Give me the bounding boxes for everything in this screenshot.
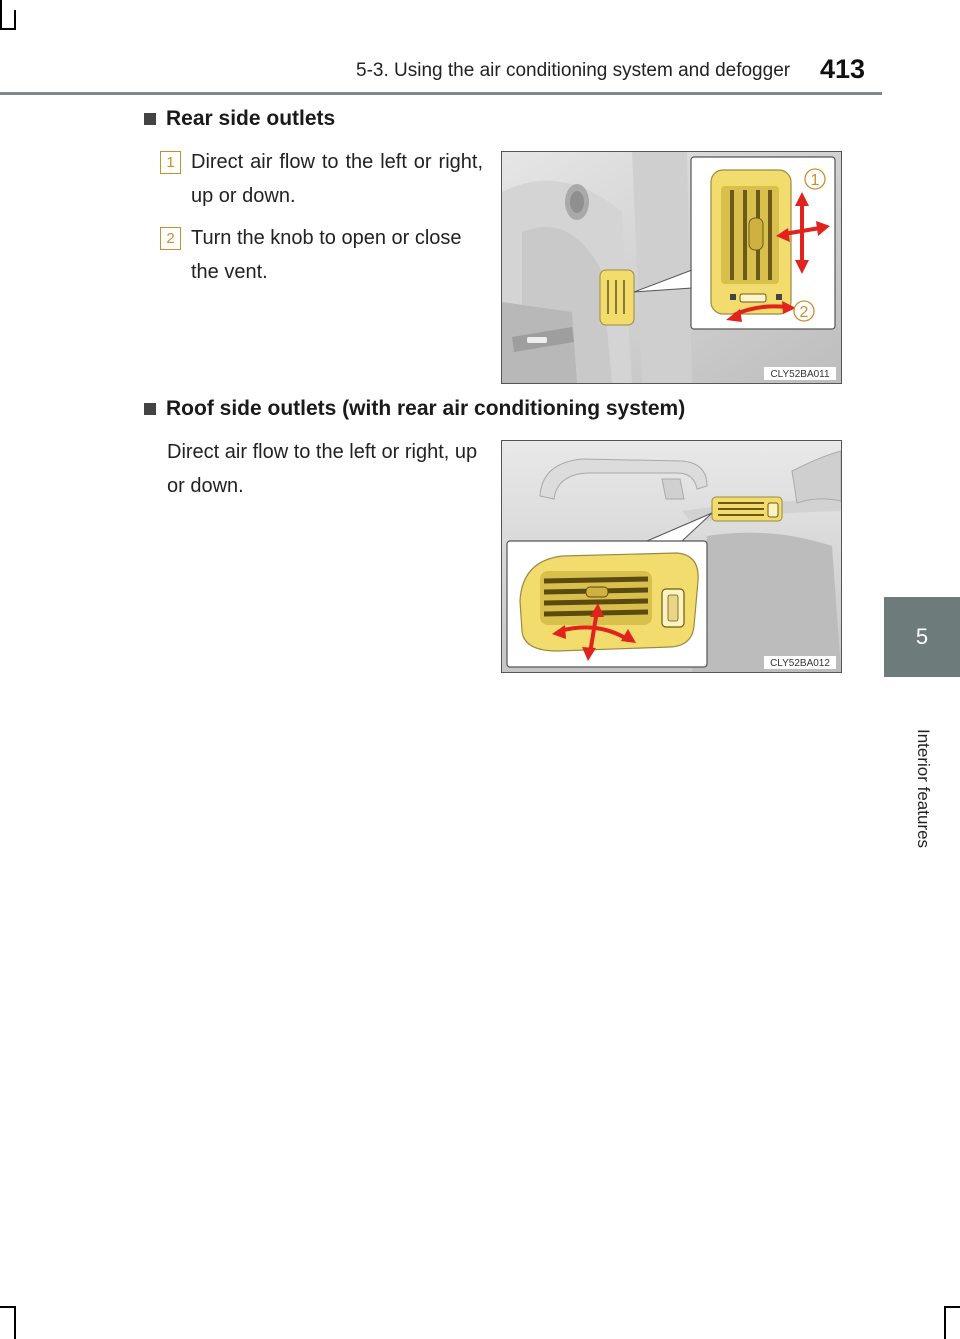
square-bullet-icon — [144, 113, 156, 125]
crop-mark — [14, 1306, 16, 1339]
chapter-label: Interior features — [914, 729, 933, 849]
crop-mark — [944, 1306, 946, 1339]
page-number: 413 — [820, 54, 866, 84]
chapter-title: 5-3. Using the air conditioning system and defogger — [356, 60, 791, 81]
header-rule — [0, 92, 882, 95]
roof-side-outlet-figure — [501, 440, 842, 673]
rear-side-outlet-figure — [501, 151, 842, 384]
step-text: Turn the knob to open or close the vent. — [191, 227, 462, 283]
figure-callout-1: 1 — [810, 172, 820, 189]
chapter-tab[interactable] — [884, 597, 960, 677]
section-heading-roof-side-outlets — [144, 397, 685, 421]
section-text: Direct air flow to the left or right, up or down. — [167, 441, 478, 497]
section-heading-rear-side-outlets — [144, 107, 335, 131]
square-bullet-icon — [144, 403, 156, 415]
rear-side-outlet-illustration-icon — [502, 152, 841, 383]
figure-code: CLY52BA012 — [770, 658, 830, 669]
figure-callout-2: 2 — [799, 304, 809, 321]
section-heading-text: Roof side outlets (with rear air conditioning system) — [166, 397, 686, 420]
crop-mark — [0, 0, 2, 2]
step-number-badge: 1 — [160, 151, 181, 174]
crop-mark — [0, 0, 2, 30]
section-heading-text: Rear side outlets — [166, 107, 336, 130]
crop-mark — [14, 10, 16, 30]
crop-mark — [0, 1306, 14, 1308]
roof-side-outlet-illustration-icon — [502, 441, 841, 672]
crop-mark — [0, 28, 14, 30]
step-text: Direct air flow to the left or right, up or down. — [191, 151, 483, 207]
chapter-number: 5 — [915, 624, 929, 649]
crop-mark — [944, 1306, 960, 1308]
step-number-badge: 2 — [160, 227, 181, 250]
figure-code: CLY52BA011 — [770, 369, 830, 380]
